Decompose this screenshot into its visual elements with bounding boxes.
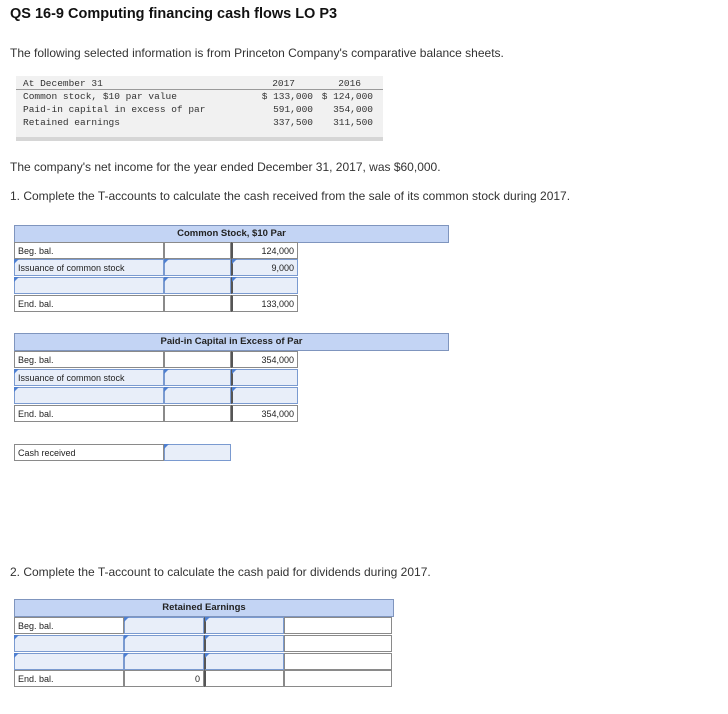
re-end-credit: [204, 670, 284, 687]
pic-end-label: End. bal.: [14, 405, 164, 422]
cs-issuance-label[interactable]: Issuance of common stock: [14, 259, 164, 276]
re-beg-debit-input[interactable]: [124, 617, 204, 634]
re-row2-label-input[interactable]: [14, 653, 124, 670]
row-label: Retained earnings: [23, 117, 120, 128]
re-end-label: End. bal.: [14, 670, 124, 687]
cs-beg-debit: [164, 242, 231, 259]
cs-end-value: 133,000: [231, 295, 298, 312]
re-row2-debit-input[interactable]: [124, 653, 204, 670]
re-end-value: 0: [124, 670, 204, 687]
balance-sheet-row: [16, 104, 383, 116]
row-2017: $ 133,000: [261, 91, 313, 102]
pic-end-debit: [164, 405, 231, 422]
balance-sheet-row: [16, 117, 383, 129]
common-stock-title: Common Stock, $10 Par: [14, 225, 449, 243]
re-beg-blank: [284, 617, 392, 634]
question-1-text: 1. Complete the T-accounts to calculate the cash received from the sale of its common stock during 2017.: [10, 189, 571, 203]
balance-sheet-table: [16, 76, 383, 141]
row-label: Paid-in capital in excess of par: [23, 104, 206, 115]
cs-extra-credit-input[interactable]: [231, 277, 298, 294]
re-row1-debit-input[interactable]: [124, 635, 204, 652]
re-beg-label: Beg. bal.: [14, 617, 124, 634]
re-end-blank: [284, 670, 392, 687]
cs-end-label: End. bal.: [14, 295, 164, 312]
pic-beg-debit: [164, 351, 231, 368]
pic-beg-label: Beg. bal.: [14, 351, 164, 368]
row-label: Common stock, $10 par value: [23, 91, 177, 102]
pic-beg-value: 354,000: [231, 351, 298, 368]
cs-issuance-value-input[interactable]: 9,000: [231, 259, 298, 276]
header-2017: 2017: [272, 78, 295, 89]
pic-end-value: 354,000: [231, 405, 298, 422]
cs-end-debit: [164, 295, 231, 312]
pic-extra-credit-input[interactable]: [231, 387, 298, 404]
header-label: At December 31: [23, 78, 103, 89]
cash-received-input[interactable]: [164, 444, 231, 461]
re-row1-label-input[interactable]: [14, 635, 124, 652]
intro-text: The following selected information is from Princeton Company's comparative balance sheets.: [10, 46, 504, 60]
re-row2-credit-input[interactable]: [204, 653, 284, 670]
header-2016: 2016: [338, 78, 361, 89]
cs-beg-value: 124,000: [231, 242, 298, 259]
re-row2-blank: [284, 653, 392, 670]
row-2016: $ 124,000: [321, 91, 373, 102]
pic-issuance-label[interactable]: Issuance of common stock: [14, 369, 164, 386]
question-2-text: 2. Complete the T-account to calculate the cash paid for dividends during 2017.: [10, 565, 431, 579]
net-income-text: The company's net income for the year ended December 31, 2017, was $60,000.: [10, 160, 441, 174]
row-2017: 337,500: [273, 117, 313, 128]
retained-earnings-title: Retained Earnings: [14, 599, 394, 617]
cs-beg-label: Beg. bal.: [14, 242, 164, 259]
cs-extra-label-input[interactable]: [14, 277, 164, 294]
re-row1-blank: [284, 635, 392, 652]
pic-extra-label-input[interactable]: [14, 387, 164, 404]
row-2016: 311,500: [333, 117, 373, 128]
pic-extra-debit-input[interactable]: [164, 387, 231, 404]
row-2017: 591,000: [273, 104, 313, 115]
cs-extra-debit-input[interactable]: [164, 277, 231, 294]
balance-sheet-row: [16, 91, 383, 103]
cash-received-label: Cash received: [14, 444, 164, 461]
re-row1-credit-input[interactable]: [204, 635, 284, 652]
re-beg-credit-input[interactable]: [204, 617, 284, 634]
cs-issuance-debit-input[interactable]: [164, 259, 231, 276]
pic-issuance-credit-input[interactable]: [231, 369, 298, 386]
paid-in-title: Paid-in Capital in Excess of Par: [14, 333, 449, 351]
page-title: QS 16-9 Computing financing cash flows LO P3: [10, 6, 338, 22]
row-2016: 354,000: [333, 104, 373, 115]
pic-issuance-debit-input[interactable]: [164, 369, 231, 386]
